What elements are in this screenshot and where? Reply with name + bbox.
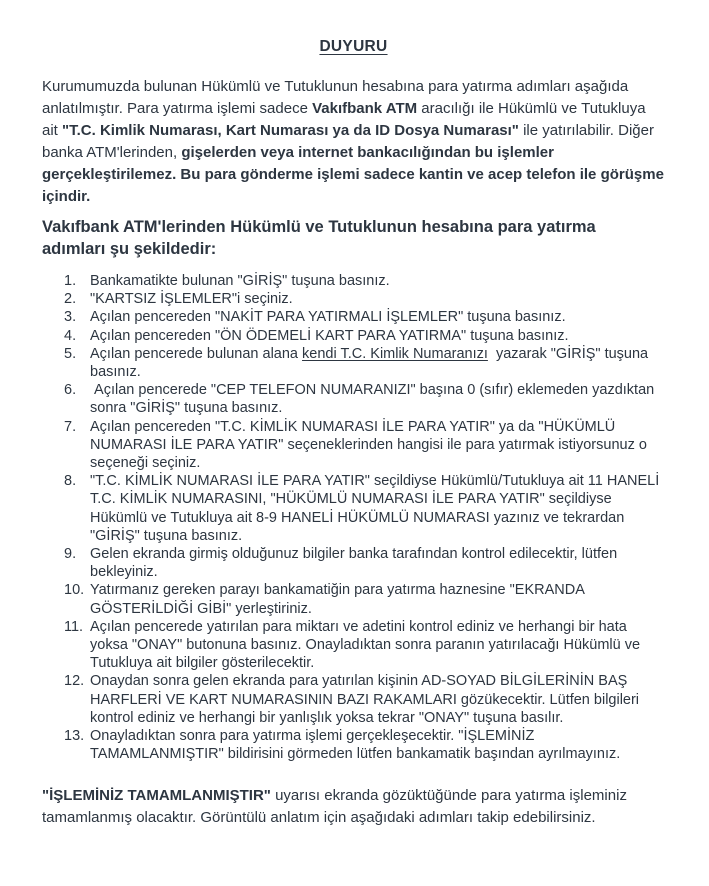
step-number: 6.: [64, 382, 77, 399]
step-text: "KARTSIZ İŞLEMLER"i seçiniz.: [90, 291, 293, 308]
step-item: [64, 418, 665, 473]
step-text: "T.C. KİMLİK NUMARASI İLE PARA YATIR" seçildiyse Hükümlü/Tutukluya ait 11 HANELİ T.C. KİMLİK NUMARASINI, "HÜKÜMLÜ NUMARASI İLE PARA YATIR" seçildiyse Hükümlü ve Tutukluya ait 8-9 HANELİ HÜKÜMLÜ NUMARASI yazınız ve tekrardan "GİRİŞ" tuşuna basınız.: [90, 473, 664, 544]
step-number: 2.: [64, 291, 77, 308]
step-text: Açılan pencereden "NAKİT PARA YATIRMALI İŞLEMLER" tuşuna basınız.: [90, 309, 566, 326]
step-text: Açılan pencereden "T.C. KİMLİK NUMARASI İLE PARA YATIR" ya da "HÜKÜMLÜ NUMARASI İLE PARA YATIR" seçeneklerinden hangisi ile para yatırmak istiyorsunuz o seçeneği seçiniz.: [90, 418, 651, 472]
step-number: 9.: [64, 546, 77, 563]
step-item: [64, 345, 665, 381]
step-number: 7.: [64, 418, 77, 435]
step-item: [64, 581, 665, 617]
step-text: Onaydan sonra gelen ekranda para yatırılan kişinin AD-SOYAD BİLGİLERİNİN BAŞ HARFLERİ VE KART NUMARASININ BAZI RAKAMLARI gözükecektir. Lütfen bilgileri kontrol ediniz ve herhangi bir yanlışlık yoksa tekrar "ONAY" tuşuna basılır.: [90, 673, 644, 726]
step-item: [64, 381, 665, 417]
step-item: [64, 272, 665, 290]
step-number: 13.: [64, 728, 85, 745]
step-text: Onayladıktan sonra para yatırma işlemi gerçekleşecektir. "İŞLEMİNİZ TAMAMLANMIŞTIR" bildirisini görmeden lütfen bankamatik başından ayrılmayınız.: [90, 728, 621, 763]
page-title-text: DUYURU: [319, 38, 388, 55]
intro-paragraph: Kurumumuzda bulunan Hükümlü ve Tutuklunun hesabına para yatırma adımları aşağıda anlatılmıştır. Para yatırma işlemi sadece Vakıfbank ATM aracılığı ile Hükümlü ve Tutukluya ait "T.C. Kimlik Numarası, Kart Numarası ya da ID Dosya Numarası" ile yatırılabilir. Diğer banka ATM'lerinden, gişelerden veya internet bankacılığından bu işlemler gerçekleştirilemez. Bu para gönderme işlemi sadece kantin ve acep telefon ile görüşme içindir.: [42, 78, 669, 205]
page-title: [42, 38, 665, 56]
step-number: 11.: [64, 618, 84, 635]
step-item: [64, 545, 665, 581]
step-item: [64, 727, 665, 763]
step-item: [64, 290, 665, 308]
step-text: Açılan pencereden "ÖN ÖDEMELİ KART PARA YATIRMA" tuşuna basınız.: [90, 327, 569, 344]
step-text: Gelen ekranda girmiş olduğunuz bilgiler banka tarafından kontrol edilecektir, lütfen bekleyiniz.: [90, 546, 622, 581]
step-number: 3.: [64, 309, 77, 326]
step-item: [64, 472, 665, 545]
step-text: Açılan pencerede "CEP TELEFON NUMARANIZI" başına 0 (sıfır) eklemeden yazdıktan sonra "GİRİŞ" tuşuna basınız.: [90, 382, 659, 417]
step-number: 8.: [64, 473, 77, 490]
step-number: 12.: [64, 673, 85, 690]
steps-list: [64, 272, 665, 763]
step-text: Açılan pencerede yatırılan para miktarı ve adetini kontrol ediniz ve herhangi bir hata yoksa "ONAY" butonuna basınız. Onayladıktan sonra paranın yatırılacağı Hükümlü ve Tutukluya ait bilgiler gösterilecektir.: [90, 618, 644, 672]
step-number: 10.: [64, 582, 85, 599]
step-number: 1.: [64, 273, 77, 289]
step-item: [64, 327, 665, 345]
step-text: Açılan pencerede bulunan alana kendi T.C. Kimlik Numaranızı yazarak "GİRİŞ" tuşuna basınız.: [90, 345, 653, 381]
step-item: [64, 308, 665, 326]
step-item: [64, 618, 665, 673]
step-number: 5.: [64, 345, 77, 362]
section-heading: Vakıfbank ATM'lerinden Hükümlü ve Tutuklunun hesabına para yatırma adımları şu şekildedir:: [42, 218, 596, 258]
step-text: Yatırmanız gereken parayı bankamatiğin para yatırma haznesine "EKRANDA GÖSTERİLDİĞİ GİBİ" yerleştiriniz.: [90, 582, 589, 617]
step-number: 4.: [64, 327, 77, 344]
step-text: Bankamatikte bulunan "GİRİŞ" tuşuna basınız.: [90, 273, 390, 289]
closing-paragraph: "İŞLEMİNİZ TAMAMLANMIŞTIR" uyarısı ekranda gözüktüğünde para yatırma işleminiz tamamlanmış olacaktır. Görüntülü anlatım için aşağıdaki adımları takip edebilirsiniz.: [42, 787, 632, 827]
step-item: [64, 672, 665, 727]
